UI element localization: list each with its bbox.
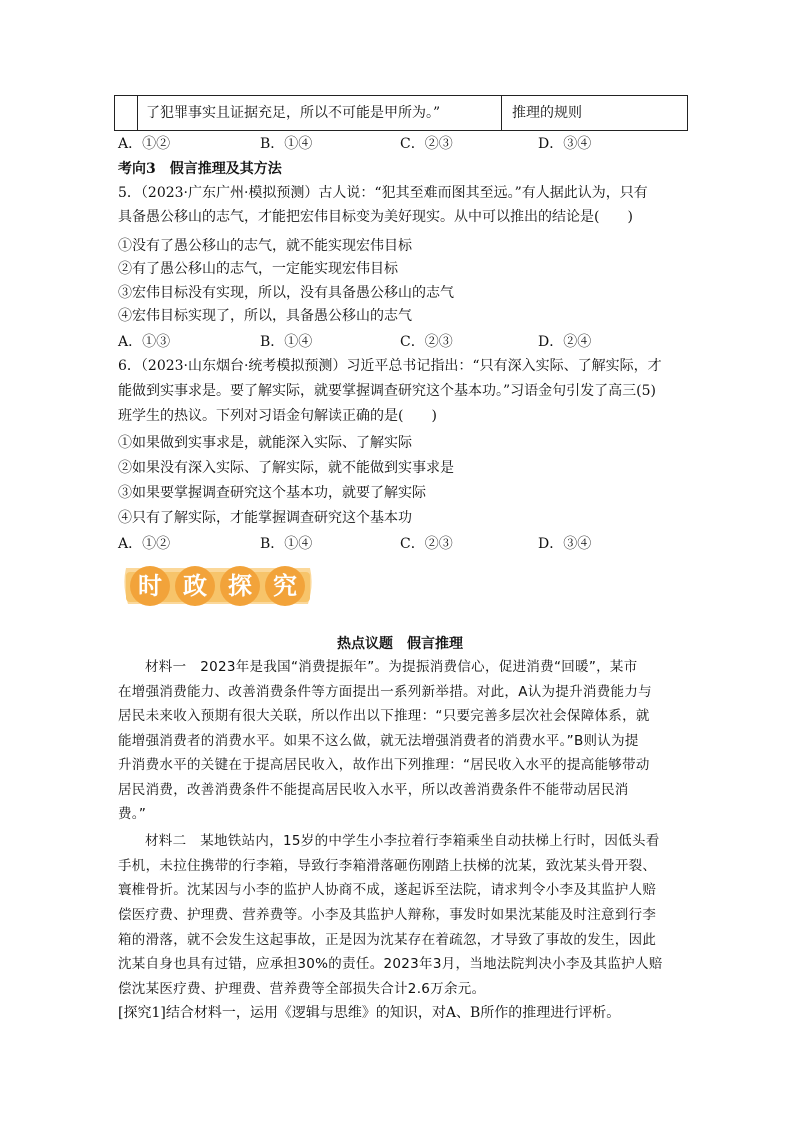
option-d: D．②④	[538, 334, 592, 350]
material-2-line: 手机，未拉住携带的行李箱，导致行李箱滑落砸伤刚踏上扶梯的沈某，致沈某头骨开裂、	[118, 858, 657, 874]
material-2-line: 寰椎骨折。沈某因与小李的监护人协商不成，遂起诉至法院，请求判令小李及其监护人赔	[118, 882, 657, 898]
question-5-options	[118, 331, 678, 351]
section-title: 考向3 假言推理及其方法	[118, 161, 282, 177]
table-cell-rule: 推理的规则	[512, 105, 582, 121]
current-affairs-banner	[120, 560, 316, 610]
option-b: B．①④	[260, 536, 313, 552]
option-c: C．②③	[400, 136, 453, 152]
question-5-statement: ②有了愚公移山的志气，一定能实现宏伟目标	[118, 261, 398, 277]
material-2-line: 偿医疗费、护理费、营养费等。小李及其监护人辩称，事发时如果沈某能及时注意到行李	[118, 907, 657, 923]
option-b: B．①④	[260, 334, 313, 350]
option-c: C．②③	[400, 536, 453, 552]
question-6-line: 能做到实事求是。要了解实际，就要掌握调查研究这个基本功。”习语金句引发了高三(5)	[118, 383, 656, 399]
option-b: B．①④	[260, 136, 313, 152]
material-1-line: 居民未来收入预期有很大关联，所以作出以下推理：“只要完善多层次社会保障体系，就	[118, 708, 650, 724]
material-1-line: 能增强消费者的消费水平。如果不这么做，就无法增强消费者的消费水平。”B则认为提	[118, 733, 639, 749]
question-6-options	[118, 533, 678, 553]
option-a: A．①②	[118, 136, 171, 152]
material-1-line: 在增强消费能力、改善消费条件等方面提出一系列新举措。对此，A认为提升消费能力与	[118, 684, 652, 700]
question-6-line: 班学生的热议。下列对习语金句解读正确的是( )	[118, 408, 437, 424]
banner-char: 探	[228, 572, 252, 600]
question-6-statement: ①如果做到实事求是，就能深入实际、了解实际	[118, 435, 412, 451]
material-2-line: 偿沈某医疗费、护理费、营养费等全部损失合计2.6万余元。	[118, 981, 486, 997]
banner-char: 究	[273, 572, 297, 600]
question-6-statement: ④只有了解实际，才能掌握调查研究这个基本功	[118, 510, 412, 526]
question-5-statement: ③宏伟目标没有实现，所以，没有具备愚公移山的志气	[118, 285, 454, 301]
question-5-line: 具备愚公移山的志气，才能把宏伟目标变为美好现实。从中可以推出的结论是( )	[118, 209, 633, 225]
option-a: A．①②	[118, 536, 171, 552]
option-c: C．②③	[400, 334, 453, 350]
material-2-line: 材料二 某地铁站内，15岁的中学生小李拉着行李箱乘坐自动扶梯上行时，因低头看	[145, 833, 660, 849]
question-6-line: 6．（2023·山东烟台·统考模拟预测）习近平总书记指出：“只有深入实际、了解实际，才	[118, 358, 662, 374]
banner-char: 时	[138, 572, 162, 600]
banner-char: 政	[183, 572, 207, 600]
inquiry-1: [探究1]结合材料一，运用《逻辑与思维》的知识，对A、B所作的推理进行评析。	[118, 1005, 621, 1021]
option-a: A．①③	[118, 334, 171, 350]
table-cell-empty	[115, 96, 138, 130]
question-5-statement: ④宏伟目标实现了，所以，具备愚公移山的志气	[118, 308, 412, 324]
question-5-line: 5．（2023·广东广州·模拟预测）古人说：“犯其至难而图其至远。”有人据此认为，只有	[118, 185, 648, 201]
material-1-line: 升消费水平的关键在于提高居民收入，故作出下列推理：“居民收入水平的提高能够带动	[118, 757, 650, 773]
table-cell-text: 了犯罪事实且证据充足，所以不可能是甲所为。”	[138, 96, 502, 130]
option-d: D．③④	[538, 536, 592, 552]
material-2-line: 箱的滑落，就不会发生这起事故，正是因为沈某存在着疏忽，才导致了事故的发生，因此	[118, 932, 657, 948]
hot-topic-title: 热点议题 假言推理	[337, 636, 463, 652]
table-row	[114, 95, 688, 131]
material-1-line: 费。”	[118, 806, 147, 822]
material-2-line: 沈某自身也具有过错，应承担30%的责任。2023年3月，当地法院判决小李及其监护人赔	[118, 956, 663, 972]
question-6-statement: ②如果没有深入实际、了解实际，就不能做到实事求是	[118, 460, 454, 476]
material-1-line: 材料一 2023年是我国“消费提振年”。为提振消费信心，促进消费“回暖”，某市	[145, 659, 638, 675]
option-d: D．③④	[538, 136, 592, 152]
question-5-statement: ①没有了愚公移山的志气，就不能实现宏伟目标	[118, 238, 412, 254]
material-1-line: 居民消费，改善消费条件不能提高居民收入水平，所以改善消费条件不能带动居民消	[118, 782, 629, 798]
prev-question-options	[118, 133, 678, 153]
question-6-statement: ③如果要掌握调查研究这个基本功，就要了解实际	[118, 485, 426, 501]
